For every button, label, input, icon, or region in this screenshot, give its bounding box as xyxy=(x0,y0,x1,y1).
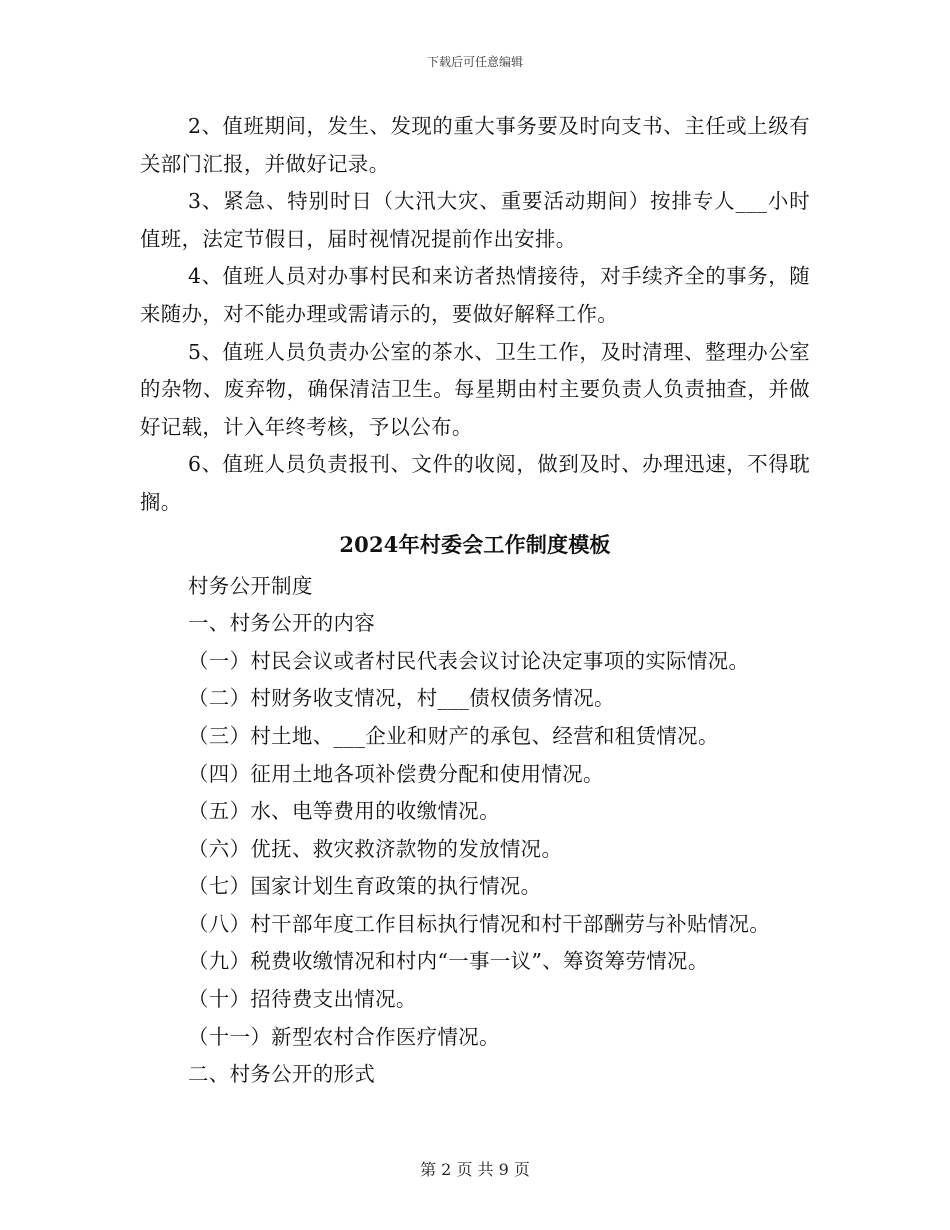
list-item: （四）征用土地各项补偿费分配和使用情况。 xyxy=(188,761,604,786)
paragraph-4: 4、值班人员对办事村民和来访者热情接待，对手续齐全的事务，随来随办，对不能办理或需请示的，要做好解释工作。 xyxy=(140,264,810,326)
page-number: 第 2 页 共 9 页 xyxy=(420,1160,530,1179)
section-title: 2024年村委会工作制度模板 xyxy=(339,531,611,557)
list-item: （八）村干部年度工作目标执行情况和村干部酬劳与补贴情况。 xyxy=(188,911,771,936)
paragraph-5: 5、值班人员负责办公室的茶水、卫生工作，及时清理、整理办公室的杂物、废弃物，确保清洁卫生。每星期由村主要负责人负责抽查，并做好记载，计入年终考核，予以公布。 xyxy=(140,339,810,439)
section-subtitle: 村务公开制度 xyxy=(188,573,313,598)
paragraph-3: 3、紧急、特别时日（大汛大灾、重要活动期间）按排专人___小时值班，法定节假日，届时视情况提前作出安排。 xyxy=(140,189,810,251)
list-item: （十一）新型农村合作医疗情况。 xyxy=(188,1024,500,1049)
list-item: （九）税费收缴情况和村内“一事一议”、筹资筹劳情况。 xyxy=(188,949,709,974)
list-item: （五）水、电等费用的收缴情况。 xyxy=(188,799,500,824)
list-item: （十）招待费支出情况。 xyxy=(188,987,417,1012)
list-item: （一）村民会议或者村民代表会议讨论决定事项的实际情况。 xyxy=(188,648,750,673)
header-note: 下载后可任意编辑 xyxy=(426,55,523,69)
paragraph-2: 2、值班期间，发生、发现的重大事务要及时向支书、主任或上级有关部门汇报，并做好记录。 xyxy=(140,114,810,176)
heading-content: 一、村务公开的内容 xyxy=(188,611,376,636)
list-item: （二）村财务收支情况，村___债权债务情况。 xyxy=(188,686,615,711)
list-item: （七）国家计划生育政策的执行情况。 xyxy=(188,874,542,899)
document-body xyxy=(140,108,810,1094)
list-item: （三）村土地、___企业和财产的承包、经营和租赁情况。 xyxy=(188,723,719,748)
list-item: （六）优抚、救灾救济款物的发放情况。 xyxy=(188,836,563,861)
paragraph-6: 6、值班人员负责报刊、文件的收阅，做到及时、办理迅速，不得耽搁。 xyxy=(140,452,810,514)
heading-form: 二、村务公开的形式 xyxy=(188,1062,376,1087)
